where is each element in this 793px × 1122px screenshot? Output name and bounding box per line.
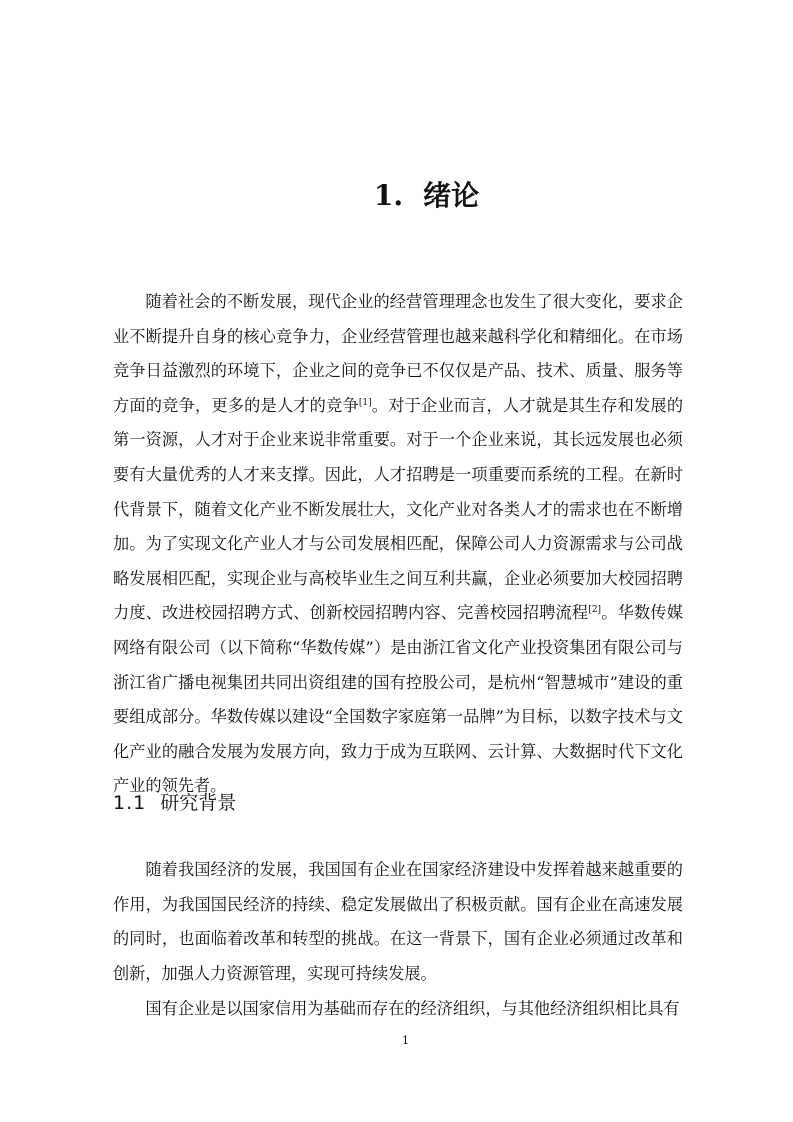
section-title: 研究背景 xyxy=(160,792,237,814)
chapter-title-text: 绪论 xyxy=(423,179,480,212)
chapter-title xyxy=(0,176,793,216)
page-number: 1 xyxy=(402,1034,409,1047)
citation-1: [1] xyxy=(358,397,372,408)
body-paragraph: 随着我国经济的发展，我国国有企业在国家经济建设中发挥着越来越重要的作用，为我国国民经济的持续、稳定发展做出了积极贡献。国有企业在高速发展的同时，也面临着改革和转型的挑战。在这一背景下，国有企业必须通过改革和创新，加强人力资源管理，实现可持续发展。 xyxy=(113,860,683,983)
section-number: 1.1 xyxy=(113,792,147,814)
body-paragraph: 国有企业是以国家信用为基础而存在的经济组织，与其他经济组织相比具有 xyxy=(145,999,680,1018)
intro-paragraph xyxy=(113,285,683,804)
intro-text-part3: 。华数传媒网络有限公司（以下简称“华数传媒”）是由浙江省文化产业投资集团有限公司与浙江省广播电视集团共同出资组建的国有控股公司，是杭州“智慧城市”建设的重要组成部分。华数传媒以建设“全国数字家庭第一品牌”为目标，以数字技术与文化产业的融合发展为发展方向，致力于成为互联网、云计算、大数据时代下文化产业的领先者。 xyxy=(113,603,684,796)
citation-2: [2] xyxy=(588,605,602,616)
section-heading xyxy=(113,786,236,820)
intro-text-part2: 。对于企业而言，人才就是其生存和发展的第一资源，人才对于企业来说非常重要。对于一个企业来说，其长远发展也必须要有大量优秀的人才来支撑。因此，人才招聘是一项重要而系统的工程。在新时代背景下，随着文化产业不断发展壮大，文化产业对各类人才的需求也在不断增加。为了实现文化产业人才与公司发展相匹配，保障公司人力资源需求与公司战略发展相匹配，实现企业与高校毕业生之间互利共赢，企业必须要加大校园招聘力度、改进校园招聘方式、创新校园招聘内容、完善校园招聘流程 xyxy=(113,395,684,623)
chapter-number: 1. xyxy=(373,179,404,212)
intro-text-part1: 随着社会的不断发展，现代企业的经营管理理念也发生了很大变化，要求企业不断提升自身的核心竞争力，企业经营管理也越来越科学化和精细化。在市场竞争日益激烈的环境下，企业之间的竞争已不仅仅是产品、技术、质量、服务等方面的竞争，更多的是人才的竞争 xyxy=(113,292,683,415)
